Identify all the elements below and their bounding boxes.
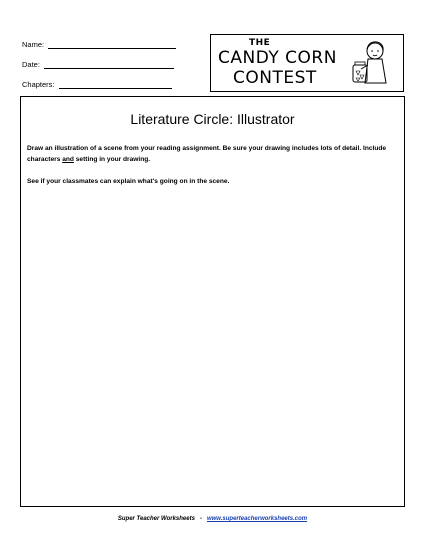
date-blank-line[interactable] <box>44 60 174 69</box>
instruction-paragraph-2: See if your classmates can explain what's going on in the scene. <box>27 178 230 185</box>
instruction-text-b: setting in your drawing. <box>73 156 151 163</box>
illustration-drawing-area[interactable] <box>20 96 405 507</box>
chapters-label: Chapters: <box>22 80 55 89</box>
date-label: Date: <box>22 60 40 69</box>
footer-brand: Super Teacher Worksheets <box>117 516 195 522</box>
instructions <box>27 143 399 187</box>
footer-separator: - <box>199 516 202 522</box>
footer-link[interactable]: www.superteacherworksheets.com <box>206 516 308 522</box>
name-field[interactable] <box>22 40 176 49</box>
logo-contest: CONTEST <box>233 68 317 88</box>
worksheet-title: Literature Circle: Illustrator <box>130 111 295 127</box>
candy-corn-contest-logo <box>210 34 404 92</box>
chapters-blank-line[interactable] <box>59 80 172 89</box>
chapters-field[interactable] <box>22 80 172 89</box>
name-label: Name: <box>22 40 45 49</box>
girl-with-candy-jar-icon <box>347 39 397 89</box>
date-field[interactable] <box>22 60 174 69</box>
instruction-text-a: Draw an illustration of a scene from your reading assignment. Be sure your drawing includes lots of detail. Include characters <box>27 145 387 163</box>
instruction-emphasis: and <box>62 156 74 163</box>
logo-candy-corn: CANDY CORN <box>218 48 337 68</box>
instruction-paragraph-1 <box>27 143 399 165</box>
logo-the: THE <box>249 38 271 48</box>
footer <box>0 516 425 522</box>
name-blank-line[interactable] <box>48 40 176 49</box>
